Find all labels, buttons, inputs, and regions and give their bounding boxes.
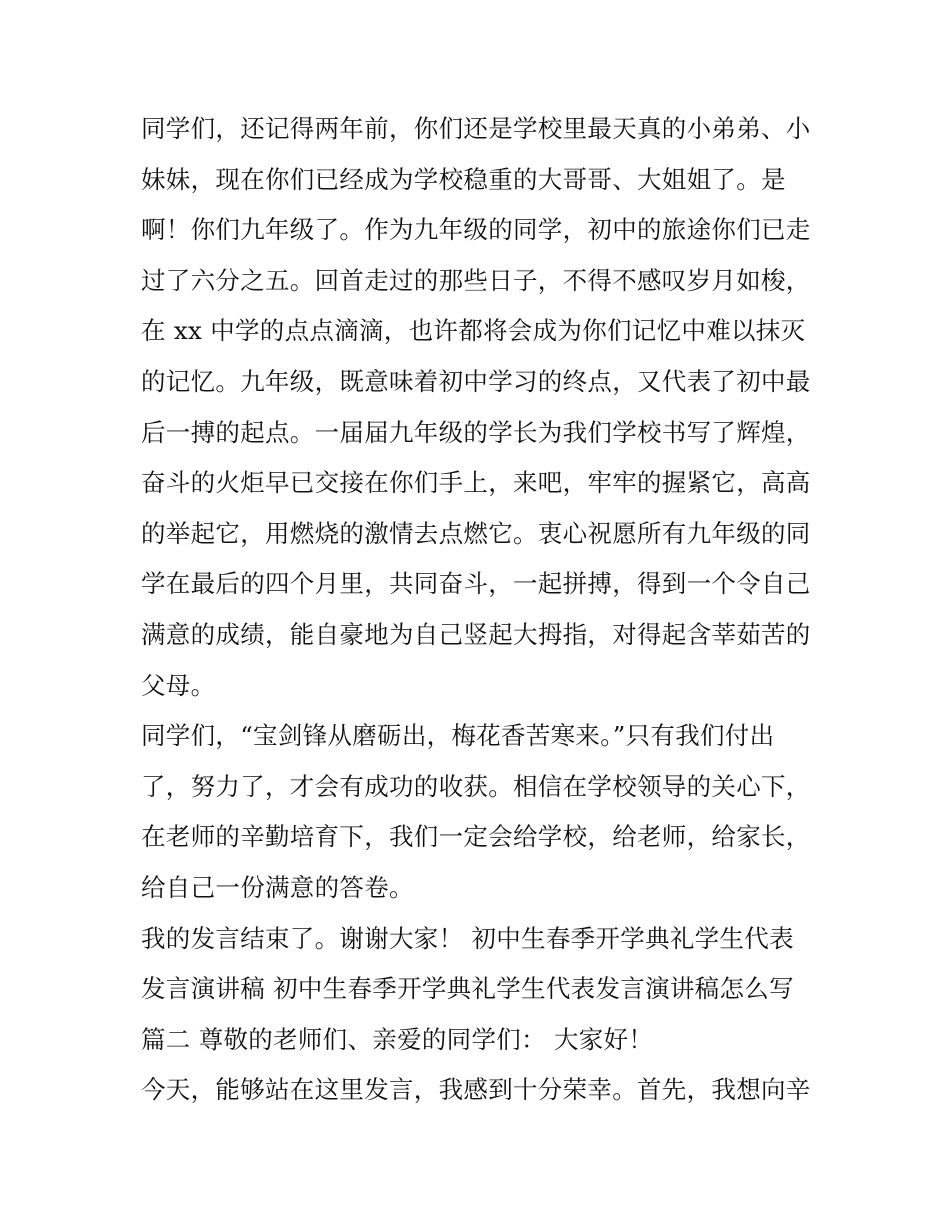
- text-line: 了，努力了，才会有成功的收获。相信在学校领导的关心下，: [141, 771, 811, 801]
- text-line: 满意的成绩，能自豪地为自己竖起大拇指，对得起含莘茹苦的: [141, 619, 811, 649]
- text-line: 学在最后的四个月里，共同奋斗，一起拼搏，得到一个令自己: [141, 569, 811, 599]
- text-line: 后一搏的起点。一届届九年级的学长为我们学校书写了辉煌，: [141, 417, 811, 447]
- text-line: 在老师的辛勤培育下，我们一定会给学校，给老师，给家长，: [141, 822, 811, 852]
- text-line: 的记忆。九年级，既意味着初中学习的终点，又代表了初中最: [141, 366, 811, 396]
- text-line: 同学们，“宝剑锋从磨砺出，梅花香苦寒来。”只有我们付出: [141, 721, 775, 751]
- text-line: 同学们，还记得两年前，你们还是学校里最天真的小弟弟、小: [141, 114, 811, 143]
- text-line: 过了六分之五。回首走过的那些日子，不得不感叹岁月如梭，: [141, 265, 811, 295]
- text-line: 父母。: [141, 670, 216, 700]
- document-body: [141, 104, 821, 1116]
- text-line: 我的发言结束了。谢谢大家！ 初中生春季开学典礼学生代表: [141, 923, 794, 953]
- text-line: 的举起它，用燃烧的激情去点燃它。衷心祝愿所有九年级的同: [141, 518, 811, 548]
- text-line: 啊！你们九年级了。作为九年级的同学，初中的旅途你们已走: [141, 215, 811, 245]
- text-line: 发言演讲稿 初中生春季开学典礼学生代表发言演讲稿怎么写: [141, 974, 794, 1004]
- text-line: 奋斗的火炬早已交接在你们手上，来吧，牢牢的握紧它，高高: [141, 468, 811, 498]
- text-line: 给自己一份满意的答卷。: [141, 872, 414, 902]
- text-line: 篇二 尊敬的老师们、亲爱的同学们： 大家好！: [141, 1024, 654, 1054]
- text-line: 妹妹，现在你们已经成为学校稳重的大哥哥、大姐姐了。是: [141, 164, 786, 194]
- text-line: 在 xx 中学的点点滴滴，也许都将会成为你们记忆中难以抹灭: [141, 316, 806, 346]
- text-line: 今天，能够站在这里发言，我感到十分荣幸。首先，我想向辛: [141, 1075, 811, 1105]
